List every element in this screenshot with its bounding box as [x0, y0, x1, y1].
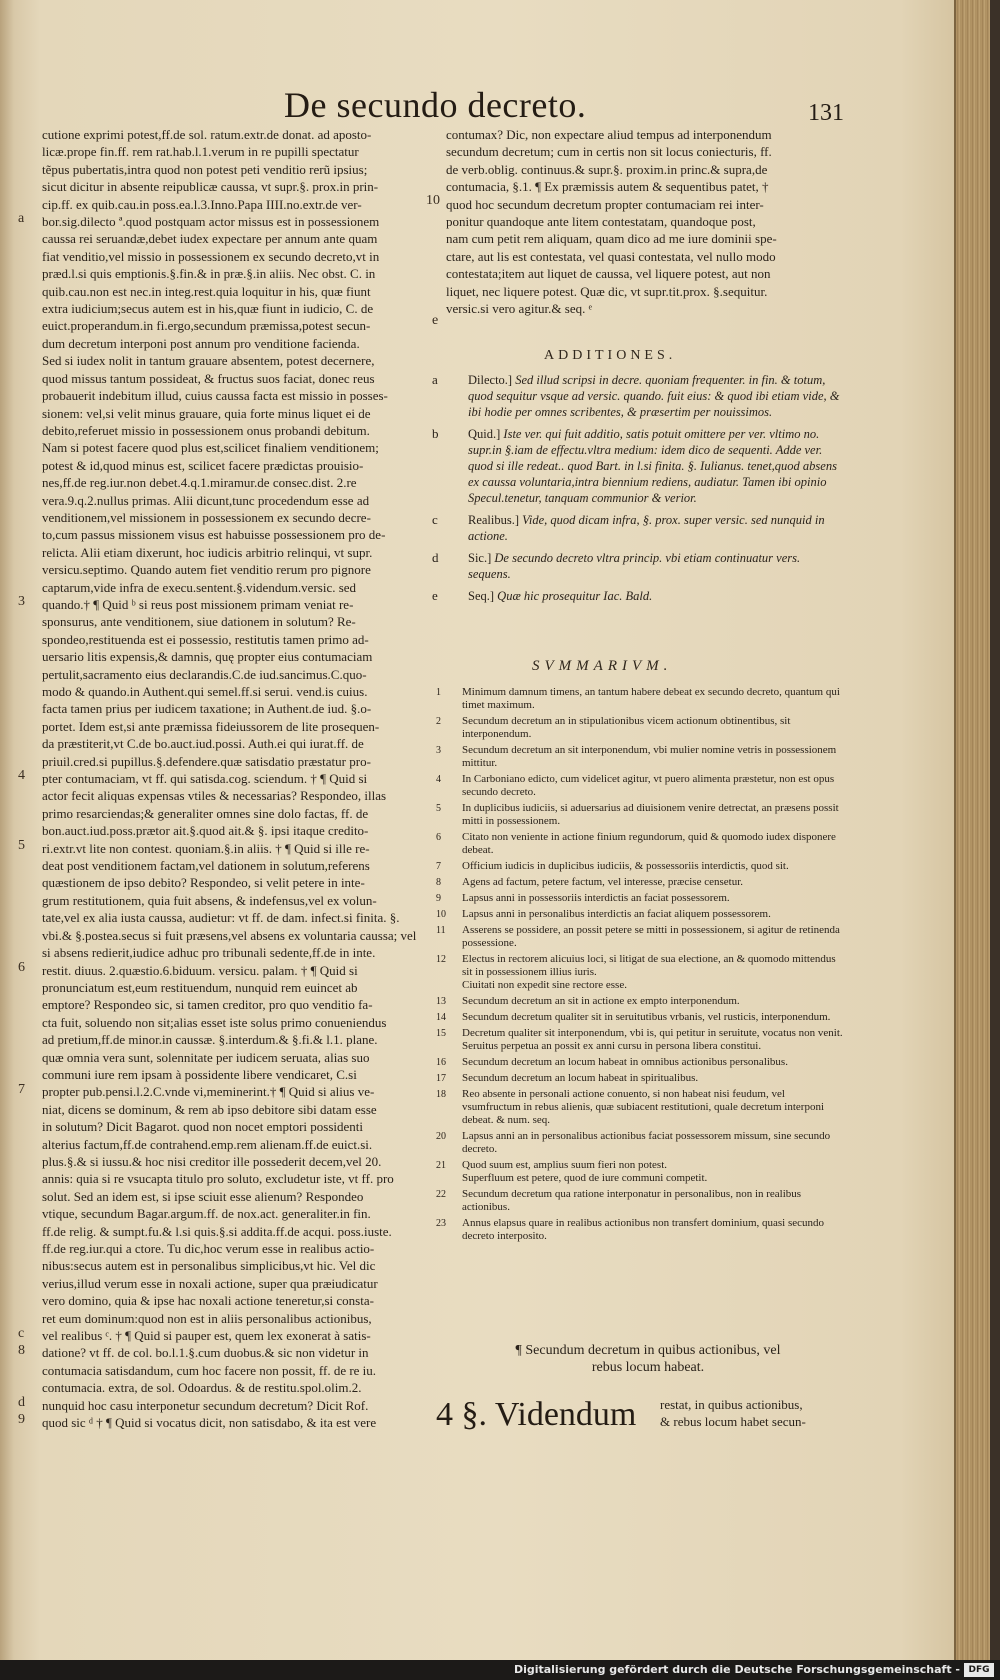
additio-text: Sed illud scripsi in decre. quoniam frequenter. in fin. & totum, quod sequitur vsque ad versic. quando. fuit eius: & quod ibi etiam vide, & ibi hodie per omnes scribentes, & præsertim per nouissimos. — [468, 373, 840, 419]
margin-mark: 10 — [426, 193, 440, 208]
text-line: quib.cau.non est nec.in integ.rest.quia loquitur in his, quæ fiunt — [42, 283, 371, 299]
summarium-text: Secundum decretum an in stipulationibus vicem actionum obtinentibus, sit interponendum. — [462, 715, 791, 740]
summarium-text: Secundum decretum an sit in actione ex empto interponendum. — [462, 995, 740, 1007]
text-line: quod hoc secundum decretum propter contumaciam rei inter- — [446, 196, 764, 212]
text-line: contumax? Dic, non expectare aliud tempus ad interponendum — [446, 127, 772, 142]
text-line: deat post venditionem factam,vel dationem in solutum,referens — [42, 858, 370, 874]
summarium-item — [436, 1159, 846, 1185]
text-line: ctare, aut lis est contestata, vel quasi contestata, vel nullo modo — [446, 248, 776, 264]
text-line: sionem: vel,si velit minus grauare, quia forte minus liquet ei de — [42, 405, 371, 421]
summarium-number: 9 — [436, 893, 441, 904]
summarium-text: Secundum decretum an locum habeat in spiritualibus. — [462, 1072, 699, 1084]
summarium-text: In Carboniano edicto, cum videlicet agitur, vt puero alimenta præstetur, non est opus secundo decreto. — [462, 773, 835, 798]
text-line: ff.de reg.iur.qui a ctore. Tu dic,hoc verum esse in realibus actio- — [42, 1241, 375, 1256]
summarium-item — [436, 1088, 846, 1127]
text-line: si absens redierit,iudice adhuc pro tribunali sedente,ff.de in inte. — [42, 945, 376, 961]
additio-keyword: Sic.] — [468, 551, 492, 565]
summarium-item — [436, 924, 846, 950]
summarium-item — [436, 802, 846, 828]
text-line: secundum decretum; cum in certis non sit locus coniecturis, ff. — [446, 144, 772, 160]
section-heading-line: ¶ Secundum decretum in quibus actionibus, vel — [515, 1343, 781, 1358]
additio-text: Quæ hic prosequitur Iac. Bald. — [497, 589, 653, 603]
text-line: quæstionem de ipso debito? Respondeo, si velit petere in inte- — [42, 875, 365, 891]
summarium-text: Citato non veniente in actione finium regundorum, quid & quomodo iudex disponere debeat. — [462, 831, 836, 856]
text-line: pter contumaciam, vt ff. qui satisda.cog. sciendum. † ¶ Quid si — [42, 771, 368, 787]
text-line: præd.l.si quis emptionis.§.fin.& in præ.§.in aliis. Nec obst. C. in — [42, 266, 376, 282]
text-line: pertulit,sacramento eius declarandis.C.de iud.sancimus.C.quo- — [42, 666, 367, 682]
summarium-item — [436, 773, 846, 799]
text-line: & rebus locum habet secun- — [660, 1414, 806, 1429]
text-line: contumacia satisdandum, cum hoc facere non possit, ff. de re iu. — [42, 1362, 377, 1378]
text-line: ponitur quandoque ante litem contestatam, quandoque post, — [446, 214, 756, 230]
summarium-item — [436, 995, 846, 1008]
text-line: nes,ff.de reg.iur.non debet.4.q.1.miramur.de consec.dist. 2.re — [42, 475, 357, 491]
text-line: portet. Idem est,si ante præmissa fideiussorem de lite prosequen- — [42, 718, 380, 734]
text-line: nunquid hoc casu interponetur secundum decretum? Dicit Rof. — [42, 1397, 369, 1413]
summarium-number: 7 — [436, 861, 441, 872]
text-line: quæ omnia vera sunt, solennitate per iudicem seruata, alias suo — [42, 1049, 370, 1065]
summarium-text: Lapsus anni in possessoriis interdictis an faciat possessorem. — [462, 892, 730, 904]
summarium-number: 20 — [436, 1131, 446, 1142]
margin-mark: d — [18, 1395, 25, 1410]
text-line: annis: quia si re vsucapta titulo pro soluto, excludetur iste, vt ff. pro — [42, 1171, 394, 1187]
margin-mark: 3 — [18, 594, 25, 609]
text-line: actor fecit aliquas expensas vtiles & necessarias? Respondeo, illas — [42, 788, 387, 804]
summarium-text: Secundum decretum qua ratione interponatur in personalibus, non in realibus actionibus. — [462, 1188, 802, 1213]
margin-mark: 9 — [18, 1412, 25, 1427]
summarium-number: 21 — [436, 1160, 446, 1171]
summarium-text: Lapsus anni in personalibus interdictis an faciat aliquem possessorem. — [462, 908, 771, 920]
summarium-number: 16 — [436, 1057, 446, 1068]
text-line: cta fuit, soluendo non sit;alias esset iste solus primo conueniendus — [42, 1014, 387, 1030]
text-line: ff.de relig. & sumpt.fu.& l.si quis.§.si addita.ff.de acqui. poss.iuste. — [42, 1223, 392, 1239]
additio-letter: c — [432, 512, 438, 527]
text-line: probauerit indebitum illud, cuius caussa facta est missio in posses- — [42, 388, 388, 404]
summarium-subtext: Ciuitati non expedit sine rectore esse. — [462, 979, 627, 991]
text-line: ri.extr.vt lite non contest. quoniam.§.in aliis. † ¶ Quid si ille re- — [42, 840, 370, 856]
text-line: quod missus tantum possideat, & fructus suos faciat, donec reus — [42, 370, 375, 386]
additio-item — [432, 588, 844, 604]
summarium-item — [436, 1072, 846, 1085]
summarium-number: 4 — [436, 774, 441, 785]
text-line: contumacia. extra, de sol. Odoardus. & de restitu.spol.olim.2. — [42, 1380, 362, 1396]
text-line: ret eum dominum:quod non est in aliis personalibus actionibus, — [42, 1310, 372, 1326]
text-line: spondeo,restituenda est ei possessio, restitutis tamen primo ad- — [42, 631, 369, 647]
additio-keyword: Quid.] — [468, 427, 501, 441]
summarium-number: 18 — [436, 1089, 446, 1100]
text-line: extra iudicium;secus autem est in his,quæ fiunt in iudicio, C. de — [42, 301, 374, 317]
summarium-item — [436, 1188, 846, 1214]
summarium-text: Annus elapsus quare in realibus actionibus non transfert dominium, quasi secundo decreto interposito. — [462, 1217, 825, 1242]
summarium-item — [436, 860, 846, 873]
additiones-list — [432, 372, 844, 610]
summarium-subtext: Seruitus perpetua an possit ex anni cursu in persona libera constitui. — [462, 1040, 762, 1052]
summarium-text: In duplicibus iudiciis, si aduersarius ad diuisionem venire detrectat, an præsens possit mitti in possessionem. — [462, 802, 839, 827]
margin-mark: e — [432, 313, 439, 328]
summarium-item — [436, 1217, 846, 1243]
additio-letter: a — [432, 372, 438, 387]
text-line: versic.si vero agitur.& seq. ᵉ — [446, 301, 592, 317]
summarium-text: Decretum qualiter sit interponendum, vbi is, qui petitur in seruitute, vocatus non venit. — [462, 1027, 843, 1039]
text-line: dum decretum interponi post annum pro venditione facienda. — [42, 335, 360, 351]
text-line: emptore? Respondeo sic, si tamen creditor, pro quo venditio fa- — [42, 997, 373, 1013]
text-line: contestata;item aut liquet de caussa, vel liquere potest, aut non — [446, 266, 771, 282]
text-line: primo resarciendas;& generaliter omnes sine dolo factas, ff. de — [42, 805, 369, 821]
summarium-item — [436, 892, 846, 905]
summarium-number: 22 — [436, 1189, 446, 1200]
text-line: propter pub.pensi.l.2.C.vnde vi,meminerint.† ¶ Quid si alius ve- — [42, 1084, 375, 1100]
summarium-text: Quod suum est, amplius suum fieri non potest. — [462, 1159, 668, 1171]
summarium-number: 3 — [436, 745, 441, 756]
additio-letter: e — [432, 588, 438, 603]
text-line: facta tamen prius per iudicem taxatione; in Authent.de iud. §.o- — [42, 701, 372, 717]
summarium-item — [436, 1011, 846, 1024]
summarium-number: 10 — [436, 909, 446, 920]
text-line: grum restitutionem, quia fuit absens, & indefensus,vel ex volun- — [42, 892, 377, 908]
text-line: versicu.septimo. Quando autem fiet venditio rerum pro pignore — [42, 562, 371, 578]
text-line: Sed si iudex nolit in tantum grauare absentem, potest decernere, — [42, 353, 375, 369]
additio-text: De secundo decreto vltra princip. vbi etiam continuatur vers. sequens. — [468, 551, 801, 581]
text-line: solut. Sed an idem est, si ipse sciuit esse alienum? Respondeo — [42, 1188, 364, 1204]
additio-keyword: Realibus.] — [468, 513, 520, 527]
section-heading-line: rebus locum habeat. — [591, 1360, 705, 1375]
page-edges — [954, 0, 1000, 1660]
text-line: niat, dicens se dominum, & rem ab ipso debitore sibi datam esse — [42, 1101, 377, 1117]
additiones-heading: ADDITIONES. — [544, 348, 677, 363]
summarium-number: 2 — [436, 716, 441, 727]
text-line: ad pretium,ff.de minor.in caussæ. §.interdum.& §.fi.& l.1. plane. — [42, 1032, 378, 1048]
text-line: nam cum petit rem aliquam, quam dico ad me iure dominii spe- — [446, 231, 777, 247]
text-line: communi iure rem ipsam à possidente libere vendicaret, C.si — [42, 1066, 357, 1082]
text-line: quod sic ᵈ † ¶ Quid si vocatus dicit, non satisdabo, & ita est vere — [42, 1415, 377, 1431]
text-line: liquet, nec liquere potest. Quæ dic, vt supr.tit.prox. §.sequitur. — [446, 283, 768, 299]
margin-mark: c — [18, 1326, 25, 1341]
margin-mark: 8 — [18, 1343, 25, 1358]
summarium-item — [436, 715, 846, 741]
text-line: uersario litis expensis,& damnis, quę propter eius contumaciam — [42, 649, 373, 665]
text-line: sicut dicitur in absente reipublicæ caussa, vt supr.§. prox.in prin- — [42, 179, 379, 195]
additio-letter: b — [432, 426, 439, 441]
text-line: tate,vel ex alia iusta caussa, audietur: vt ff. de dam. infect.si finita. §. — [42, 910, 400, 926]
text-line: cip.ff. ex quib.cau.in poss.ea.l.3.Inno.Papa IIII.no.extr.de ver- — [42, 196, 362, 212]
text-line: quando.† ¶ Quid ᵇ si reus post missionem primam veniat re- — [42, 596, 354, 612]
summarium-number: 12 — [436, 954, 446, 965]
text-line: alterius factum,ff.de contrahend.emp.rem alienam.ff.de euict.si. — [42, 1136, 373, 1152]
margin-mark: 4 — [18, 768, 25, 783]
page-number: 131 — [808, 100, 844, 126]
summarium-heading: SVMMARIVM. — [532, 658, 673, 674]
summarium-number: 6 — [436, 832, 441, 843]
section-initial-words: 4 §. Videndum — [436, 1396, 637, 1433]
text-line: bor.sig.dilecto ª.quod postquam actor missus est in possessionem — [42, 214, 380, 230]
summarium-text: Reo absente in personali actione conuento, si non habeat nisi feudum, vel vsumfructum in rebus alienis, quæ subiacent restitutioni, quale decretum interponi debeat. & num. seq. — [462, 1088, 825, 1126]
text-line: pronunciatum est,eum restituendum, nunquid rem euincet ab — [42, 979, 358, 995]
text-line: fiat venditio,vel missio in possessionem ex secundo decreto,vt in — [42, 248, 380, 264]
text-line: captarum,vide infra de execu.sentent.§.videndum.versic. sed — [42, 579, 357, 595]
additio-keyword: Seq.] — [468, 589, 495, 603]
text-line: modo & quando.in Authent.qui semel.ff.si serui. vend.is cuius. — [42, 684, 368, 699]
text-line: vero domino, quia & ipse hac noxali actione teneretur,si consta- — [42, 1293, 374, 1309]
summarium-number: 15 — [436, 1028, 446, 1039]
additio-letter: d — [432, 550, 439, 565]
summarium-number: 1 — [436, 687, 441, 698]
text-line: in solutum? Dicit Bagarot. quod non nocet emptori possidenti — [42, 1119, 363, 1135]
summarium-item — [436, 744, 846, 770]
summarium-text: Secundum decretum an locum habeat in omnibus actionibus personalibus. — [462, 1056, 788, 1068]
summarium-list — [436, 686, 846, 1246]
summarium-number: 23 — [436, 1218, 446, 1229]
text-line: euict.properandum.in fi.ergo,secundum præmissa,potest secun- — [42, 318, 371, 334]
text-line: potest & id,quod minus est, scilicet facere prædictas prouisio- — [42, 457, 364, 473]
text-line: licæ.prope fin.ff. rem rat.hab.l.1.verum in re pupilli spectatur — [42, 144, 359, 160]
text-line: vel realibus ᶜ. † ¶ Quid si pauper est, quem lex exonerat à satis- — [42, 1328, 371, 1344]
summarium-text: Minimum damnum timens, an tantum habere debeat ex secundo decreto, quantum qui timet maximum. — [462, 686, 840, 711]
summarium-subtext: Superfluum est petere, quod de iure communi competit. — [462, 1172, 708, 1184]
summarium-item — [436, 1130, 846, 1156]
text-line: relicta. Alii etiam dixerunt, hoc iudicis arbitrio relinqui, vt supr. — [42, 544, 373, 560]
text-line: contumacia, §.1. ¶ Ex præmissis autem & sequentibus patet, † — [446, 179, 769, 195]
text-line: nibus:secus autem est in personalibus simplicibus,vt hic. Vel dic — [42, 1258, 376, 1274]
summarium-number: 5 — [436, 803, 441, 814]
section-heading — [478, 1342, 818, 1376]
margin-mark: 6 — [18, 960, 25, 975]
digitization-footer — [0, 1660, 1000, 1680]
summarium-item — [436, 953, 846, 992]
text-line: tẽpus pubertatis,intra quod non potest peti venditio rerũ ipsius; — [42, 161, 368, 177]
additio-item — [432, 372, 844, 420]
text-line: bon.auct.iud.poss.prætor ait.§.quod ait.& §. ipsi itaque credito- — [42, 823, 369, 839]
summarium-number: 13 — [436, 996, 446, 1007]
text-line: vtique, secundum Bagar.argum.ff. de nox.act. generaliter.in fin. — [42, 1206, 371, 1222]
additio-text: Iste ver. qui fuit additio, satis potuit omittere per ver. vltimo no. supr.in §.iam de effectu.vltra medium: idem dico de sequenti. Adde ver. quod si ille redeat.. quod Bart. in l.si finita. §. Iulianus. tenet,quod absens ex caussa voluntaria,intra biennium rediens, audiatur. Tamen ibi opinio Specul.tenetur, tanquam communior & verior. — [468, 427, 837, 505]
summarium-item — [436, 1027, 846, 1053]
text-line: cutione exprimi potest,ff.de sol. ratum.extr.de donat. ad aposto- — [42, 127, 372, 142]
margin-mark: a — [18, 211, 25, 226]
margin-mark: 5 — [18, 838, 25, 853]
additio-item — [432, 550, 844, 582]
summarium-number: 8 — [436, 877, 441, 888]
text-line: venditionem,vel missionem in possessionem ex secundo decre- — [42, 509, 371, 525]
text-line: priuil.cred.si pupillus.§.defendere.quæ satisdatio præstatur pro- — [42, 753, 371, 769]
text-line: verius,illud verum esse in noxali actione, super qua præiudicatur — [42, 1275, 378, 1291]
summarium-text: Agens ad factum, petere factum, vel interesse, præcise censetur. — [462, 876, 743, 888]
section-opening-text — [660, 1396, 846, 1430]
additio-item — [432, 426, 844, 506]
text-line: de verb.oblig. continuus.& supr.§. proxim.in princ.& supra,de — [446, 161, 768, 177]
summarium-number: 14 — [436, 1012, 446, 1023]
summarium-item — [436, 1056, 846, 1069]
text-line: plus.§.& si iussu.& hoc nisi creditor ille possederit decem,vel 20. — [42, 1153, 382, 1169]
right-text-column — [446, 126, 844, 317]
summarium-number: 11 — [436, 925, 446, 936]
text-line: vera.9.q.2.nullus primas. Alii dicunt,tunc procedendum esse ad — [42, 492, 370, 508]
summarium-text: Asserens se possidere, an possit petere se mitti in possessionem, si agitur de retinenda possessione. — [462, 924, 840, 949]
text-line: restit. diuus. 2.quæstio.6.biduum. versicu. palam. † ¶ Quid si — [42, 962, 358, 978]
dfg-logo: DFG — [964, 1663, 994, 1677]
summarium-item — [436, 831, 846, 857]
text-line: debito,referuet missio in possessionem onus probandi debitum. — [42, 422, 370, 438]
running-title: De secundo decreto. — [284, 85, 587, 125]
summarium-text: Secundum decretum an sit interponendum, vbi mulier nomine vetris in possessionem mittitur. — [462, 744, 837, 769]
text-line: Nam si potest facere quod plus est,scilicet finaliem venditionem; — [42, 440, 379, 456]
text-line: vbi.& §.postea.secus si fuit præsens,vel absens ex voluntaria caussa; vel — [42, 927, 417, 943]
summarium-text: Secundum decretum qualiter sit in seruitutibus vrbanis, vel rusticis, interponendum. — [462, 1011, 831, 1023]
text-line: caussa rei seruandæ,debet iudex expectare per annum ante quam — [42, 231, 378, 247]
summarium-text: Lapsus anni an in personalibus actionibus faciat possessorem missum, sine secundo decreto. — [462, 1130, 831, 1155]
text-line: datione? vt ff. de col. bo.l.1.§.cum duobus.& sic non videtur in — [42, 1345, 369, 1361]
text-line: da præstiterit,vt C.de bo.auct.iud.possi. Auth.ei qui iurat.ff. de — [42, 736, 364, 752]
summarium-text: Electus in rectorem alicuius loci, si litigat de sua electione, an & quomodo mittendus sit in possessionem illius iuris. — [462, 953, 836, 978]
summarium-item — [436, 908, 846, 921]
summarium-item — [436, 876, 846, 889]
summarium-number: 17 — [436, 1073, 446, 1084]
additio-text: Vide, quod dicam infra, §. prox. super versic. sed nunquid in actione. — [468, 513, 825, 543]
text-line: restat, in quibus actionibus, — [660, 1397, 803, 1412]
footer-credit: Digitalisierung gefördert durch die Deutsche Forschungsgemeinschaft - — [513, 1663, 960, 1676]
text-line: to,cum passus missionem visus est habuisse possessionem pro de- — [42, 527, 386, 543]
summarium-item — [436, 686, 846, 712]
margin-mark: 7 — [18, 1082, 25, 1097]
left-text-column — [42, 126, 430, 1431]
additio-keyword: Dilecto.] — [468, 373, 513, 387]
additio-item — [432, 512, 844, 544]
text-line: sponsurus, ante venditionem, siue dationem in solutum? Re- — [42, 614, 356, 630]
summarium-text: Officium iudicis in duplicibus iudiciis, & possessoriis interdictis, quod sit. — [462, 860, 789, 872]
